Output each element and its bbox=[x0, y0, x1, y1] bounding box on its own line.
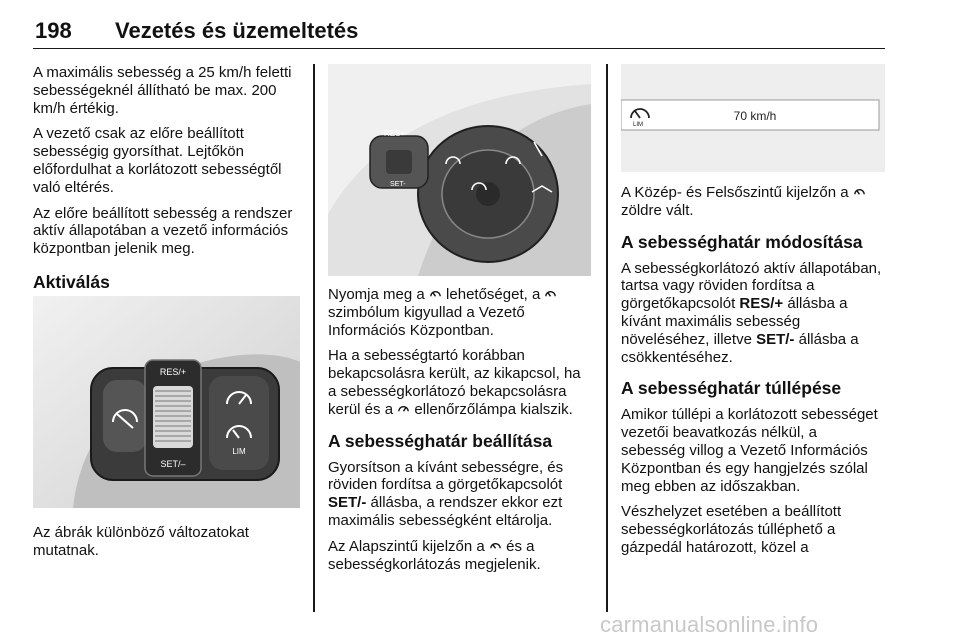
display-green-paragraph bbox=[621, 184, 885, 220]
display-green-text-2: zöldre vált. bbox=[621, 201, 694, 219]
cruise-control-lamp-icon bbox=[397, 402, 410, 415]
steering-switch-illustration bbox=[33, 296, 300, 508]
cruise-off-text-2: ellenőrzőlámpa kialszik. bbox=[414, 400, 573, 418]
display-lim-label: LIM bbox=[633, 122, 644, 128]
press-paragraph bbox=[328, 286, 590, 339]
press-text-3: szimbólum kigyullad a Vezető Információs Központban. bbox=[328, 303, 525, 339]
page-number: 198 bbox=[35, 18, 72, 43]
heading-activation: Aktiválás bbox=[33, 271, 110, 292]
speed-limiter-icon-inline-1 bbox=[429, 287, 442, 300]
modify-paragraph bbox=[621, 260, 885, 367]
emergency-paragraph: Vészhelyzet esetében a beállított sebességkorlátozás túlléphető a gázpedál határozott, közel a bbox=[621, 503, 842, 556]
modify-text-1: A sebességkorlátozó aktív állapotában, tartsa vagy röviden fordítsa a görgetőkapcsolót bbox=[621, 259, 882, 313]
setting-paragraph bbox=[328, 459, 590, 530]
intro-paragraph-3: Az előre beállított sebesség a rendszer aktív állapotában a vezető információs központban jelenik meg. bbox=[33, 204, 293, 258]
basic-display-text-2: és a sebességkorlátozás megjelenik. bbox=[328, 537, 541, 573]
figure-caption-block bbox=[33, 524, 301, 568]
fig1-res-label: RES/+ bbox=[159, 367, 187, 377]
cruise-off-paragraph bbox=[328, 347, 590, 418]
setting-set-label: SET/- bbox=[328, 494, 367, 512]
column-divider-2 bbox=[606, 64, 608, 612]
intro-paragraph-1: A maximális sebesség a 25 km/h feletti sebességeknél állítható be max. 200 km/h értékig. bbox=[33, 64, 292, 117]
figure-steering-wheel bbox=[328, 64, 591, 276]
cruise-off-text-1: Ha a sebességtartó korábban bekapcsolásra került, az kikapcsol, ha a sebességkorlátozó bekapcsolásra kerül és a bbox=[328, 347, 581, 418]
speed-limiter-icon-inline-4 bbox=[853, 185, 866, 198]
figure-steering-switch-closeup bbox=[33, 296, 300, 508]
chapter-title: Vezetés és üzemeltetés bbox=[115, 18, 359, 43]
speed-limiter-icon-inline-2 bbox=[544, 287, 557, 300]
display-illustration bbox=[621, 64, 885, 172]
setting-text-2: állásba, a rendszer ekkor ezt maximális sebességként eltárolja. bbox=[328, 494, 563, 529]
exceed-paragraph: Amikor túllépi a korlátozott sebességet vezetői beavatkozás nélkül, a sebesség villog a Vezető Információs Központban és egy hangjelzés szólal meg ebben az időszakban. bbox=[621, 406, 878, 495]
display-speed-value: 70 km/h bbox=[733, 109, 777, 123]
modify-res-label: RES/+ bbox=[739, 295, 784, 313]
column-divider-1 bbox=[313, 64, 315, 612]
column-3 bbox=[621, 184, 885, 565]
figure-caption: Az ábrák különböző változatokat mutatnak. bbox=[33, 524, 249, 559]
press-text-1: Nyomja meg a bbox=[328, 286, 425, 303]
steering-wheel-illustration bbox=[328, 64, 591, 276]
heading-exceed: A sebességhatár túllépése bbox=[621, 378, 842, 399]
column-2 bbox=[328, 286, 590, 581]
modify-set-label: SET/- bbox=[756, 330, 795, 348]
figure-display bbox=[621, 64, 885, 172]
watermark: carmanualsonline.info bbox=[600, 612, 819, 637]
modify-text-3: állásba a csökkentéséhez. bbox=[621, 330, 859, 366]
setting-text-1: Gyorsítson a kívánt sebességre, és röviden fordítsa a görgetőkapcsolót bbox=[328, 458, 564, 494]
modify-text-2: állásba a kívánt maximális sebesség növeléséhez, illetve bbox=[621, 295, 848, 348]
intro-paragraph-2: A vezető csak az előre beállított sebességig gyorsíthat. Lejtőkön előfordulhat a korlátozott sebességtől való eltérés. bbox=[33, 125, 282, 196]
heading-setting: A sebességhatár beállítása bbox=[328, 430, 553, 451]
fig2-set-label: SET- bbox=[390, 181, 406, 188]
heading-modify: A sebességhatár módosítása bbox=[621, 231, 863, 252]
display-green-text-1: A Közép- és Felsőszintű kijelzőn a bbox=[621, 184, 849, 201]
fig1-lim-label: LIM bbox=[232, 447, 246, 456]
basic-display-paragraph bbox=[328, 538, 590, 574]
basic-display-text-1: Az Alapszintű kijelzőn a bbox=[328, 537, 485, 555]
column-1 bbox=[33, 64, 301, 300]
fig2-res-label: RES+ bbox=[384, 129, 406, 138]
press-text-2: lehetőséget, a bbox=[446, 286, 541, 303]
page-header bbox=[33, 8, 885, 49]
fig1-set-label: SET/– bbox=[160, 459, 186, 469]
speed-limiter-icon-inline-3 bbox=[489, 539, 502, 552]
